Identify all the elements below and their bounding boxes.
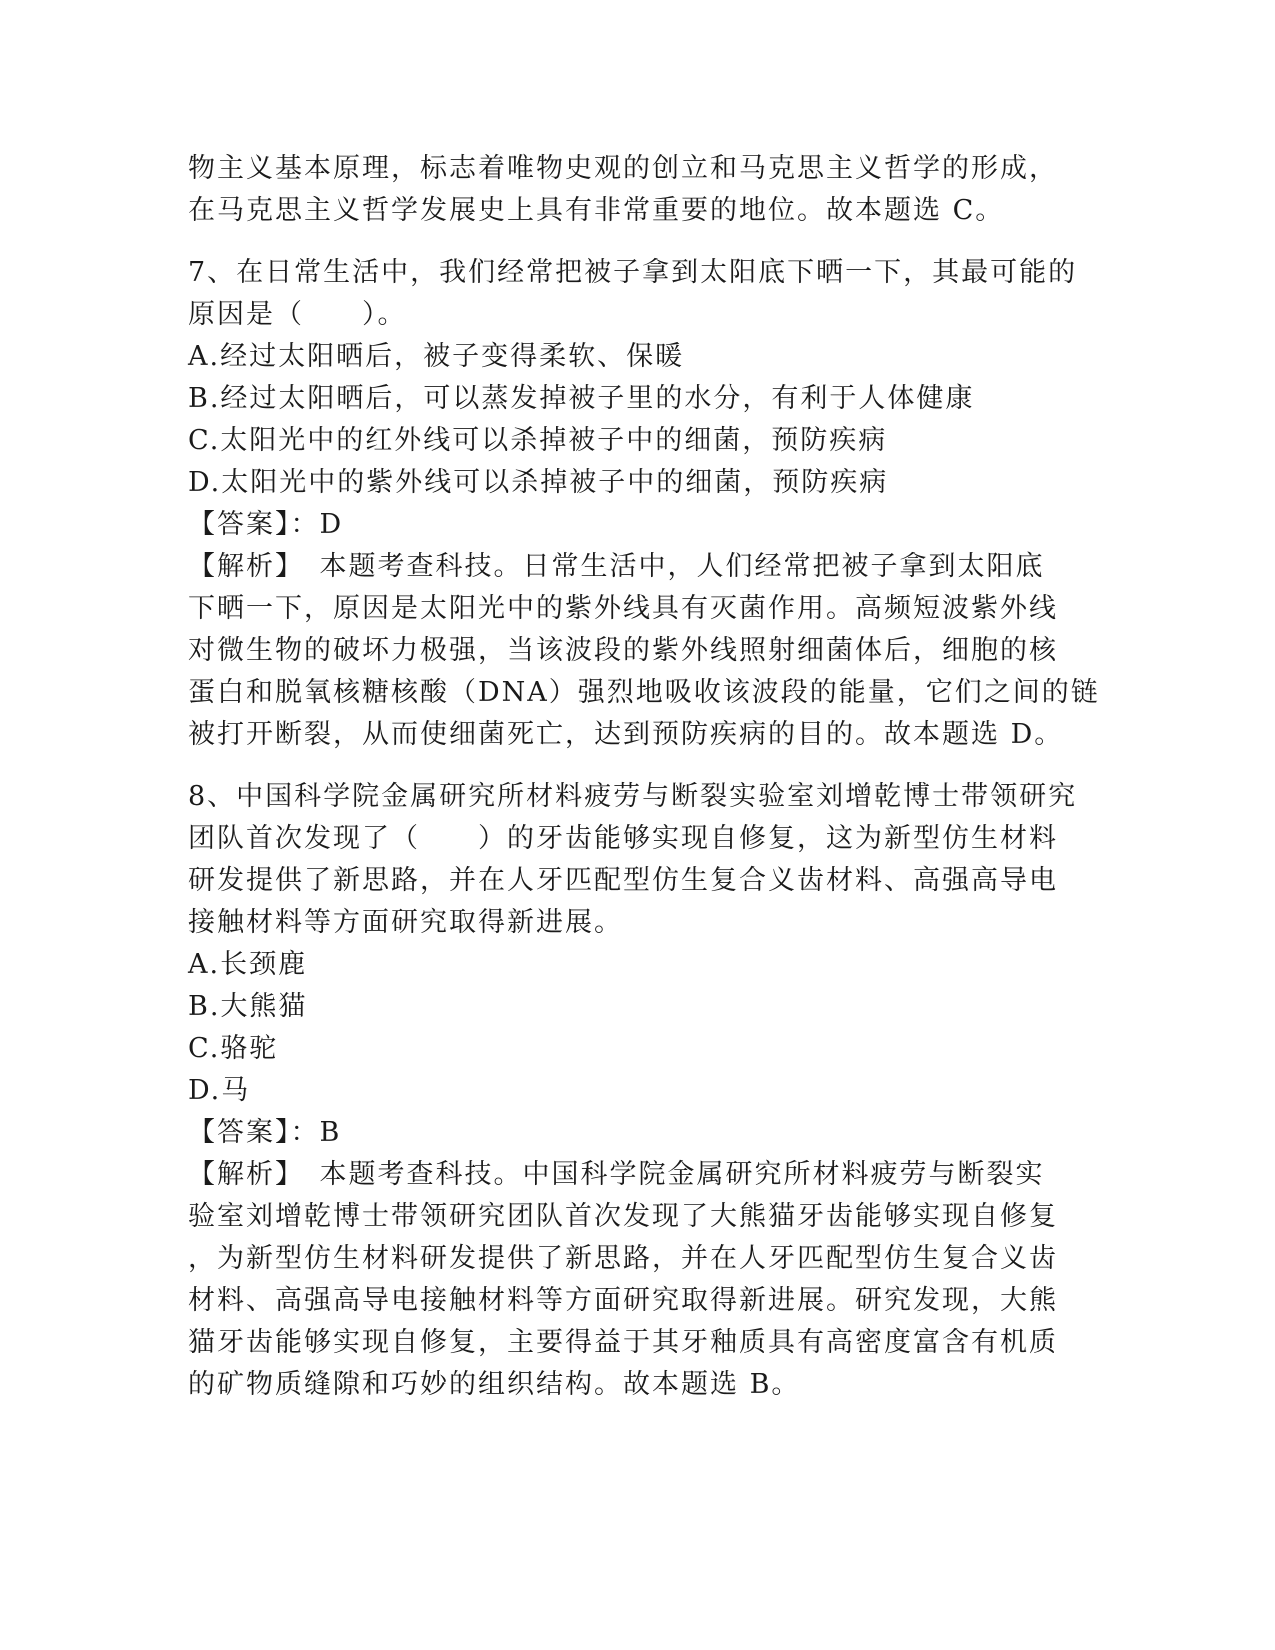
analysis-line: 【解析】 本题考查科技。日常生活中，人们经常把被子拿到太阳底 xyxy=(188,551,1045,582)
question-stem-line: 研发提供了新思路，并在人牙匹配型仿生复合义齿材料、高强高导电 xyxy=(188,865,1058,896)
question-7 xyxy=(188,252,1100,756)
analysis-line: ，为新型仿生材料研发提供了新思路，并在人牙匹配型仿生复合义齿 xyxy=(188,1243,1058,1274)
question-stem-line: 8、中国科学院金属研究所材料疲劳与断裂实验室刘增乾博士带领研究 xyxy=(188,781,1078,812)
question-8 xyxy=(188,776,1088,1406)
option-b: B.经过太阳晒后，可以蒸发掉被子里的水分，有利于人体健康 xyxy=(188,383,975,414)
text-line: 物主义基本原理，标志着唯物史观的创立和马克思主义哲学的形成， xyxy=(188,153,1058,184)
option-b: B.大熊猫 xyxy=(188,991,308,1022)
text-line: 在马克思主义哲学发展史上具有非常重要的地位。故本题选 C。 xyxy=(188,195,1005,226)
analysis-line: 下晒一下，原因是太阳光中的紫外线具有灭菌作用。高频短波紫外线 xyxy=(188,593,1058,624)
option-a: A.经过太阳晒后，被子变得柔软、保暖 xyxy=(188,341,685,372)
document-page xyxy=(188,148,1100,1406)
option-d: D.马 xyxy=(188,1075,251,1106)
analysis-line: 对微生物的破坏力极强，当该波段的紫外线照射细菌体后，细胞的核 xyxy=(188,635,1058,666)
analysis-line: 的矿物质缝隙和巧妙的组织结构。故本题选 B。 xyxy=(188,1369,801,1400)
question-stem-line: 团队首次发现了（ ）的牙齿能够实现自修复，这为新型仿生材料 xyxy=(188,823,1058,854)
analysis-line: 【解析】 本题考查科技。中国科学院金属研究所材料疲劳与断裂实 xyxy=(188,1159,1045,1190)
intro-paragraph xyxy=(188,148,1088,232)
analysis-line: 猫牙齿能够实现自修复，主要得益于其牙釉质具有高密度富含有机质 xyxy=(188,1327,1058,1358)
question-stem-line: 7、在日常生活中，我们经常把被子拿到太阳底下晒一下，其最可能的 xyxy=(188,257,1078,288)
option-c: C.骆驼 xyxy=(188,1033,279,1064)
analysis-line: 蛋白和脱氧核糖核酸（DNA）强烈地吸收该波段的能量，它们之间的链 xyxy=(188,677,1100,708)
analysis-line: 验室刘增乾博士带领研究团队首次发现了大熊猫牙齿能够实现自修复 xyxy=(188,1201,1058,1232)
option-d: D.太阳光中的紫外线可以杀掉被子中的细菌，预防疾病 xyxy=(188,467,889,498)
question-stem-line: 原因是（ ）。 xyxy=(188,299,407,330)
analysis-line: 被打开断裂，从而使细菌死亡，达到预防疾病的目的。故本题选 D。 xyxy=(188,719,1064,750)
option-a: A.长颈鹿 xyxy=(188,949,308,980)
analysis-line: 材料、高强高导电接触材料等方面研究取得新进展。研究发现，大熊 xyxy=(188,1285,1058,1316)
answer-line: 【答案】：D xyxy=(188,509,344,540)
answer-line: 【答案】：B xyxy=(188,1117,342,1148)
option-c: C.太阳光中的红外线可以杀掉被子中的细菌，预防疾病 xyxy=(188,425,888,456)
question-stem-line: 接触材料等方面研究取得新进展。 xyxy=(188,907,623,938)
